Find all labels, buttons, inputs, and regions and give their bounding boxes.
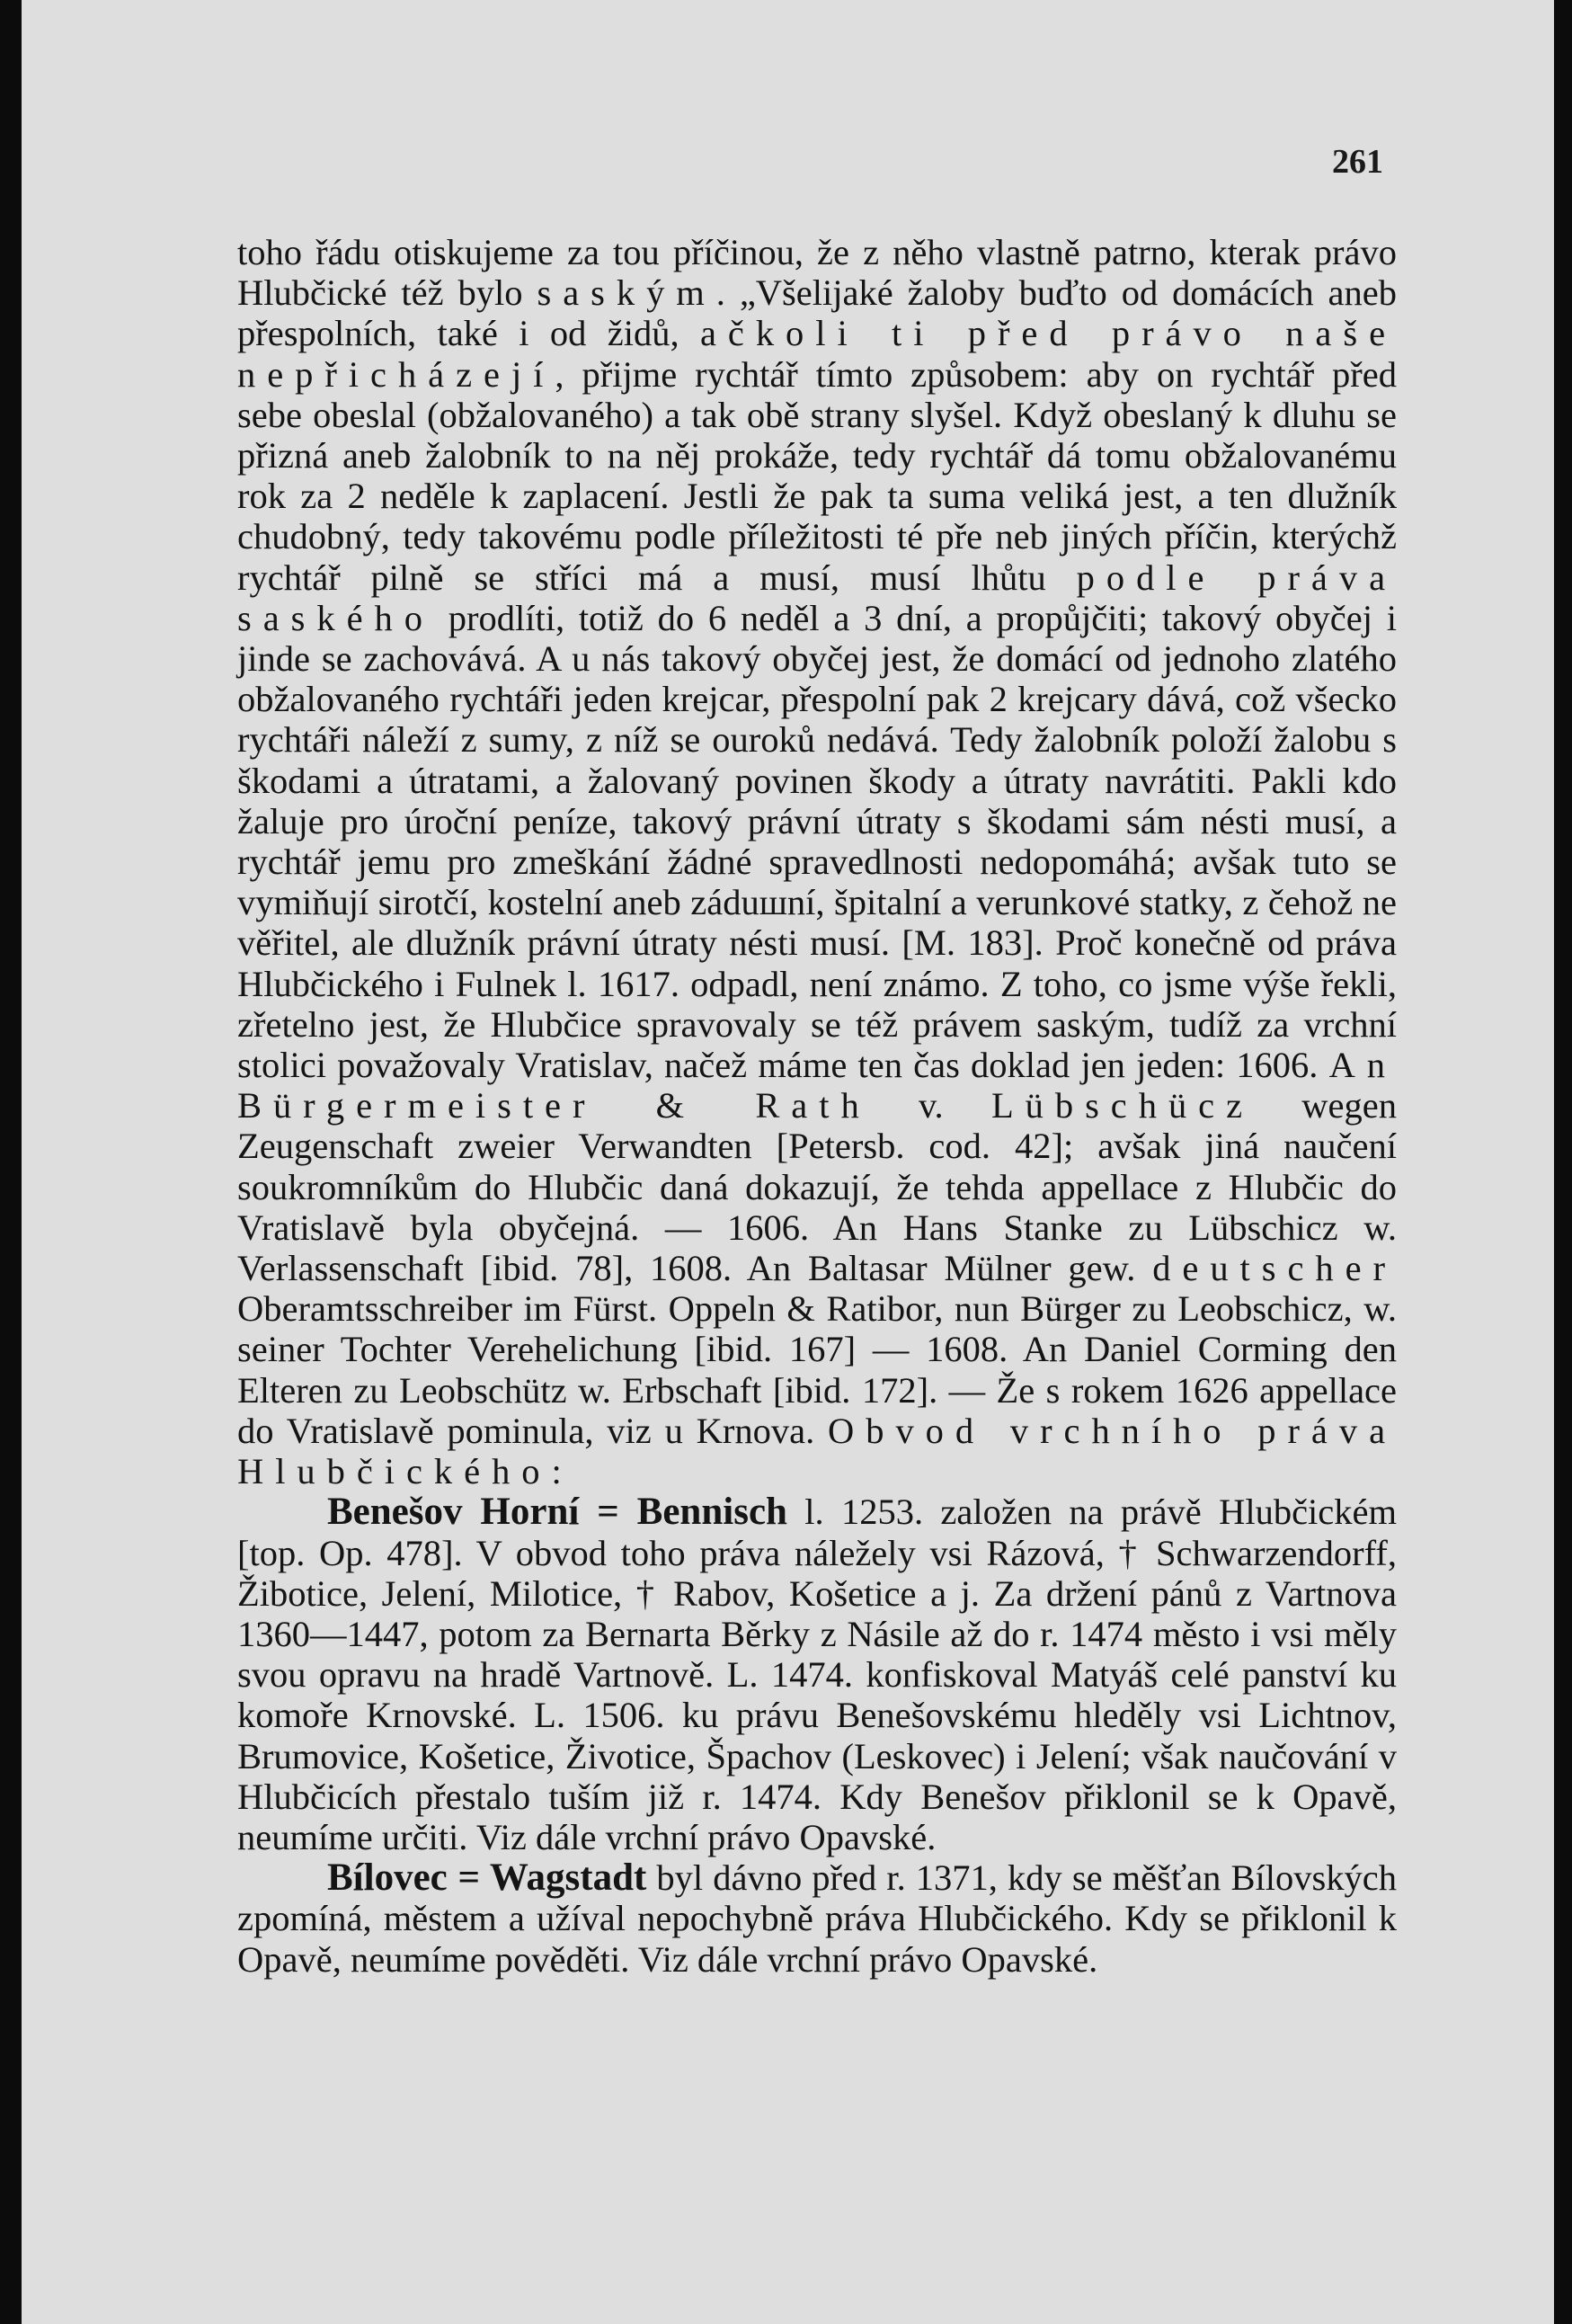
entry-body: byl dávno před r. 1371, kdy se měšťan Bílovských zpomíná, městem a užíval nepochybně práva Hlubčického. Kdy se přiklonil k Opavě, neumíme pověděti. Viz dále vrchní právo Opavské.: [237, 1857, 1398, 1980]
paragraph: [237, 232, 1397, 1491]
text-run: , přijme rychtář tímto způsobem: aby on rychtář před sebe obeslal (obžalovaného) a tak obě strany slyšel. Když obeslaný k dluhu se přizná aneb žalobník to na něj prokáže, tedy rychtář dá tomu obžalovanému rok za 2 neděle k zaplacení. Jestli že pak ta suma veliká jest, a ten dlužník chudobný, tedy takovému podle příležitosti té pře neb jiných příčin, kterýchž rychtář pilně se stříci má a musí, musí lhůtu: [237, 353, 1397, 598]
entry-body: l. 1253. založen na právě Hlubčickém [top. Op. 478]. V obvod toho práva náležely vsi Rázová, † Schwarzendorff, Žibotice, Jelení, Milotice, † Rabov, Košetice a j. Za držení pánů z Vartnova 1360—1447, potom za Bernarta Běrky z Násile až do r. 1474 město i vsi měly svou opravu na hradě Vartnově. L. 1474. konfiskoval Matyáš celé panství ku komoře Krnovské. L. 1506. ku právu Benešovskému hleděly vsi Lichtnov, Brumovice, Košetice, Životice, Špachov (Leskovec) i Jelení; však naučování v Hlubčicích přestalo tuším již r. 1474. Kdy Benešov přiklonil se k Opavě, neumíme určiti. Viz dále vrchní právo Opavské.: [237, 1491, 1398, 1857]
spaced-text: An Bürgermeister & Rath: [237, 1045, 1397, 1126]
book-page: [22, 0, 1554, 2324]
entry-heading: Benešov Horní = Bennisch: [327, 1491, 787, 1534]
entry-heading: Bílovec = Wagstadt: [327, 1857, 647, 1900]
spaced-text: Obvod vrchního práva Hlubčického:: [237, 1410, 1398, 1492]
text-run: Oberamtsschreiber im Fürst. Oppeln & Ratibor, nun Bürger zu Leobschicz, w. seiner Tochter Verehelichung [ibid. 167] — 1608. An Daniel Corming den Elteren zu Leobschütz w. Erbschaft [ibid. 172]. — Že s rokem 1626 appellace do Vratislavě pominula, viz u Krnova.: [237, 1288, 1397, 1451]
spaced-text: podle práva saského: [237, 557, 1398, 638]
spaced-text: ačkoli ti před právo naše nepřicházejí: [237, 313, 1398, 395]
text-run: v.: [918, 1085, 944, 1126]
text-run: wegen Zeugenschaft zweier Verwandten [Petersb. cod. 42]; avšak jiná naučení soukromníkům do Hlubčic daná dokazují, že tehda appellace z Hlubčic do Vratislavě byla obyčejná. — 1606. An Hans Stanke zu Lübschicz w. Verlassenschaft [ibid. 78], 1608. An Baltasar Mülner gew.: [237, 1085, 1397, 1289]
page-number: 261: [1332, 143, 1383, 181]
text-run: . „Všelijaké žaloby buďto od domácích aneb přespolních, také i od židů,: [237, 272, 1397, 354]
spaced-text: saským: [537, 272, 716, 314]
spaced-text: Lübschücz: [990, 1085, 1255, 1126]
page-text: [237, 232, 1397, 1980]
spaced-text: deutscher: [1152, 1248, 1398, 1289]
entry-paragraph: [237, 1491, 1397, 1857]
text-run: prodlíti, totiž do 6 neděl a 3 dní, a propůjčiti; takový obyčej i jinde se zachovává. A u nás takový obyčej jest, že domácí od jednoho zlatého obžalovaného rychtáři jeden krejcar, přespolní pak 2 krejcary dává, což všecko rychtáři náleží z sumy, z níž se ouroků nedává. Tedy žalobník položí žalobu s škodami a útratami, a žalovaný povinen škody a útraty navrátiti. Pakli kdo žaluje pro úroční peníze, takový právní útraty s škodami sám nésti musí, a rychtář jemu pro zmeškání žádné spravedlnosti nedopomáhá; avšak tuto se vymiňují sirotčí, kostelní aneb záduшní, špitalní a verunkové statky, z čehož ne věřitel, ale dlužník právní útraty nésti musí. [M. 183]. Proč konečně od práva Hlubčického i Fulnek l. 1617. odpadl, není známo. Z toho, co jsme výše řekli, zřetelno jest, že Hlubčice spravovaly se též právem saským, tudíž za vrchní stolici považovaly Vratislav, načež máme ten čas doklad jen jeden: 1606.: [237, 597, 1398, 1086]
text-run: toho řádu otiskujeme za tou příčinou, že z něho vlastně patrno, kterak právo Hlubčické též bylo: [237, 232, 1397, 314]
entry-paragraph: [237, 1857, 1397, 1980]
